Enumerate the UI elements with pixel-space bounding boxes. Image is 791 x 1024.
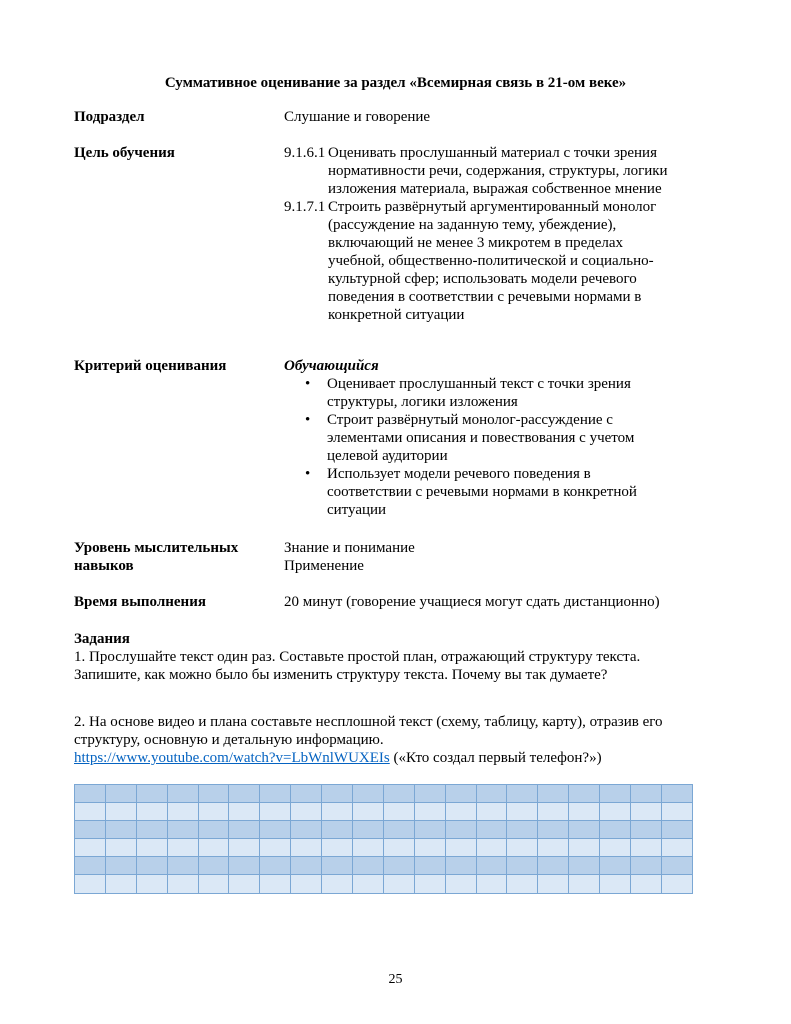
time-value: 20 минут (говорение учащиеся могут сдать дистанционно)	[284, 594, 660, 610]
tasks-section	[74, 630, 714, 767]
grid-cell[interactable]	[631, 821, 662, 839]
task2-link-line	[74, 749, 714, 767]
grid-cell[interactable]	[569, 857, 600, 875]
grid-cell[interactable]	[569, 839, 600, 857]
skills-values	[284, 539, 415, 575]
grid-cell[interactable]	[445, 839, 476, 857]
grid-cell[interactable]	[445, 857, 476, 875]
grid-cell[interactable]	[476, 857, 507, 875]
grid-cell[interactable]	[383, 785, 414, 803]
grid-cell[interactable]	[198, 857, 229, 875]
video-link-note: («Кто создал первый телефон?»)	[389, 750, 602, 766]
grid-cell[interactable]	[569, 821, 600, 839]
skills-value: Применение	[284, 558, 364, 574]
grid-cell[interactable]	[322, 821, 353, 839]
grid-cell[interactable]	[383, 839, 414, 857]
skills-label	[74, 539, 238, 575]
grid-cell[interactable]	[291, 875, 322, 893]
grid-cell[interactable]	[105, 875, 136, 893]
grid-cell[interactable]	[353, 785, 384, 803]
grid-cell[interactable]	[167, 857, 198, 875]
grid-cell[interactable]	[260, 785, 291, 803]
page-number: 25	[388, 972, 403, 987]
grid-row	[75, 839, 693, 857]
grid-cell[interactable]	[105, 821, 136, 839]
goal-code: 9.1.7.1	[284, 199, 326, 215]
grid-cell[interactable]	[322, 803, 353, 821]
grid-cell[interactable]	[414, 785, 445, 803]
grid-cell[interactable]	[229, 857, 260, 875]
grid-cell[interactable]	[538, 821, 569, 839]
grid-cell[interactable]	[631, 839, 662, 857]
grid-cell[interactable]	[167, 803, 198, 821]
grid-cell[interactable]	[198, 839, 229, 857]
grid-cell[interactable]	[631, 803, 662, 821]
grid-cell[interactable]	[353, 875, 384, 893]
grid-cell[interactable]	[353, 857, 384, 875]
grid-row	[75, 821, 693, 839]
grid-cell[interactable]	[229, 803, 260, 821]
grid-cell[interactable]	[105, 785, 136, 803]
grid-row	[75, 875, 693, 893]
grid-cell[interactable]	[507, 875, 538, 893]
grid-cell[interactable]	[353, 839, 384, 857]
grid-cell[interactable]	[538, 839, 569, 857]
grid-cell[interactable]	[136, 857, 167, 875]
answer-grid-table[interactable]	[74, 784, 693, 894]
grid-cell[interactable]	[136, 803, 167, 821]
grid-cell[interactable]	[538, 785, 569, 803]
grid-cell[interactable]	[414, 857, 445, 875]
grid-cell[interactable]	[445, 785, 476, 803]
grid-cell[interactable]	[661, 857, 692, 875]
grid-cell[interactable]	[383, 803, 414, 821]
grid-cell[interactable]	[260, 803, 291, 821]
grid-cell[interactable]	[476, 839, 507, 857]
grid-cell[interactable]	[600, 803, 631, 821]
subsection-label: Подраздел	[74, 109, 145, 125]
subsection-value: Слушание и говорение	[284, 109, 431, 125]
grid-cell[interactable]	[136, 821, 167, 839]
grid-row	[75, 785, 693, 803]
task1-line: Запишите, как можно было бы изменить структуру текста. Почему вы так думаете?	[74, 667, 608, 683]
goal-item	[284, 198, 678, 324]
grid-cell[interactable]	[476, 785, 507, 803]
grid-cell[interactable]	[322, 857, 353, 875]
time-label: Время выполнения	[74, 594, 206, 610]
grid-cell[interactable]	[353, 821, 384, 839]
grid-cell[interactable]	[105, 803, 136, 821]
grid-cell[interactable]	[291, 839, 322, 857]
grid-cell[interactable]	[291, 785, 322, 803]
skills-label-line: Уровень мыслительных	[74, 540, 239, 556]
grid-cell[interactable]	[229, 785, 260, 803]
grid-cell[interactable]	[75, 803, 106, 821]
goal-list	[284, 144, 678, 324]
grid-cell[interactable]	[75, 857, 106, 875]
grid-cell[interactable]	[167, 821, 198, 839]
grid-cell[interactable]	[198, 785, 229, 803]
page-title: Суммативное оценивание за раздел «Всемирная связь в 21-ом веке»	[164, 75, 627, 91]
grid-cell[interactable]	[476, 803, 507, 821]
grid-cell[interactable]	[167, 839, 198, 857]
grid-cell[interactable]	[322, 839, 353, 857]
goal-text: Оценивать прослушанный материал с точки зрения нормативности речи, содержания, структуры, логики изложения материала, выражая собственное мнение	[328, 145, 668, 197]
grid-cell[interactable]	[507, 803, 538, 821]
grid-cell[interactable]	[661, 875, 692, 893]
grid-cell[interactable]	[507, 821, 538, 839]
grid-cell[interactable]	[198, 803, 229, 821]
grid-cell[interactable]	[105, 857, 136, 875]
criteria-item: • Строит развёрнутый монолог-рассуждение с элементами описания и повествования с учетом целевой аудитории	[327, 411, 657, 465]
task1-line: 1. Прослушайте текст один раз. Составьте простой план, отражающий структуру текста.	[74, 649, 641, 665]
grid-cell[interactable]	[229, 821, 260, 839]
grid-cell[interactable]	[383, 821, 414, 839]
grid-cell[interactable]	[476, 821, 507, 839]
grid-cell[interactable]	[661, 839, 692, 857]
grid-row	[75, 857, 693, 875]
criteria-block	[284, 357, 657, 519]
criteria-item: • Использует модели речевого поведения в соответствии с речевыми нормами в конкретной ситуации	[327, 465, 657, 519]
grid-row	[75, 803, 693, 821]
skills-label-line: навыков	[74, 558, 134, 574]
grid-cell[interactable]	[414, 875, 445, 893]
grid-cell[interactable]	[569, 803, 600, 821]
grid-cell[interactable]	[445, 875, 476, 893]
criteria-list	[284, 375, 657, 519]
grid-cell[interactable]	[167, 875, 198, 893]
grid-cell[interactable]	[136, 785, 167, 803]
grid-cell[interactable]	[291, 857, 322, 875]
grid-cell[interactable]	[507, 857, 538, 875]
grid-cell[interactable]	[600, 785, 631, 803]
grid-cell[interactable]	[631, 875, 662, 893]
grid-cell[interactable]	[569, 785, 600, 803]
grid-cell[interactable]	[538, 875, 569, 893]
grid-cell[interactable]	[260, 839, 291, 857]
video-link[interactable]: https://www.youtube.com/watch?v=LbWnlWUXEIs	[74, 750, 390, 766]
grid-cell[interactable]	[291, 803, 322, 821]
goal-item	[284, 144, 678, 198]
goal-label: Цель обучения	[74, 145, 175, 161]
goal-text: Строить развёрнутый аргументированный монолог (рассуждение на заданную тему, убеждение), включающий не менее 3 микротем в пределах учебной, общественно-политической и социально-культурной сфер; использовать модели речевого поведения в соответствии с речевыми нормами в конкретной ситуации	[328, 199, 657, 323]
grid-cell[interactable]	[198, 821, 229, 839]
grid-cell[interactable]	[414, 839, 445, 857]
grid-cell[interactable]	[600, 857, 631, 875]
grid-cell[interactable]	[661, 803, 692, 821]
grid-cell[interactable]	[260, 821, 291, 839]
grid-cell[interactable]	[445, 821, 476, 839]
grid-cell[interactable]	[569, 875, 600, 893]
grid-cell[interactable]	[198, 875, 229, 893]
grid-cell[interactable]	[661, 821, 692, 839]
grid-cell[interactable]	[507, 785, 538, 803]
grid-cell[interactable]	[414, 821, 445, 839]
grid-cell[interactable]	[322, 785, 353, 803]
grid-cell[interactable]	[600, 821, 631, 839]
grid-cell[interactable]	[383, 857, 414, 875]
grid-cell[interactable]	[476, 875, 507, 893]
grid-cell[interactable]	[229, 839, 260, 857]
criteria-item: • Оценивает прослушанный текст с точки зрения структуры, логики изложения	[327, 375, 657, 411]
grid-cell[interactable]	[631, 785, 662, 803]
tasks-heading: Задания	[74, 631, 130, 647]
grid-cell[interactable]	[414, 803, 445, 821]
grid-cell[interactable]	[353, 803, 384, 821]
grid-cell[interactable]	[291, 821, 322, 839]
learner-heading: Обучающийся	[284, 358, 379, 374]
criteria-label: Критерий оценивания	[74, 358, 227, 374]
grid-cell[interactable]	[507, 839, 538, 857]
grid-cell[interactable]	[75, 821, 106, 839]
grid-cell[interactable]	[661, 785, 692, 803]
grid-cell[interactable]	[260, 857, 291, 875]
grid-cell[interactable]	[538, 803, 569, 821]
grid-cell[interactable]	[445, 803, 476, 821]
grid-cell[interactable]	[136, 875, 167, 893]
grid-cell[interactable]	[167, 785, 198, 803]
grid-cell[interactable]	[105, 839, 136, 857]
grid-cell[interactable]	[538, 857, 569, 875]
grid-cell[interactable]	[260, 875, 291, 893]
grid-cell[interactable]	[75, 839, 106, 857]
goal-code: 9.1.6.1	[284, 145, 326, 161]
task2-line: 2. На основе видео и плана составьте несплошной текст (схему, таблицу, карту), отразив его	[74, 714, 663, 730]
grid-cell[interactable]	[631, 857, 662, 875]
grid-cell[interactable]	[229, 875, 260, 893]
grid-cell[interactable]	[322, 875, 353, 893]
grid-cell[interactable]	[136, 839, 167, 857]
task2-line: структуру, основную и детальную информацию.	[74, 732, 384, 748]
grid-cell[interactable]	[383, 875, 414, 893]
skills-value: Знание и понимание	[284, 540, 415, 556]
grid-cell[interactable]	[600, 839, 631, 857]
grid-cell[interactable]	[75, 785, 106, 803]
grid-cell[interactable]	[75, 875, 106, 893]
grid-cell[interactable]	[600, 875, 631, 893]
